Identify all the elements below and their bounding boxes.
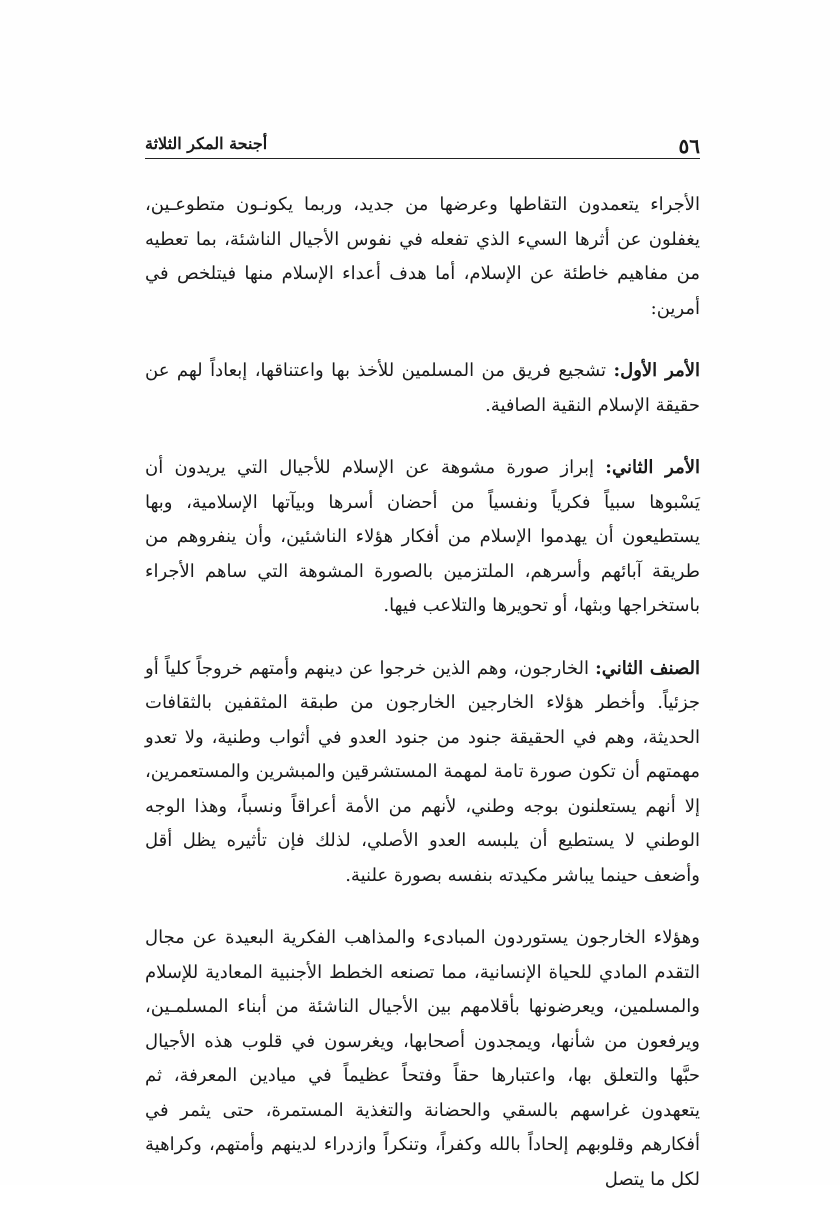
paragraph-text: تشجيع فريق من المسلمين للأخذ بها واعتناقها، إبعاداً لهم عن حقيقة الإسلام النقية الصافية. bbox=[145, 360, 700, 416]
page-header bbox=[145, 128, 700, 159]
running-title: أجنحة المكر الثلاثة bbox=[145, 134, 268, 153]
paragraph-text: وهؤلاء الخارجون يستوردون المبادىء والمذاهب الفكرية البعيدة عن مجال التقدم المادي للحياة الإنسانية، مما تصنعه الخطط الأجنبية المعادية للإسلام والمسلمين، ويعرضونها بأقلامهم بين الأجيال الناشئة من أبناء المسلمـين، ويرفعون من شأنها، ويمجدون أصحابها، ويغرسون في قلوب هذه الأجيال حبَّها والتعلق بها، واعتبارها حقاً وفتحاً عظيماً في ميادين المعرفة، ثم يتعهدون غراسهم بالسقي والحضانة والتغذية المستمرة، حتى يثمر في أفكارهم وقلوبهم إلحاداً بالله وكفراً، وتنكراً وازدراء لدينهم وأمتهم، وكراهية لكل ما يتصل bbox=[145, 927, 700, 1190]
page-number: ٥٦ bbox=[678, 134, 700, 158]
paragraph bbox=[145, 451, 700, 624]
paragraph bbox=[145, 921, 700, 1197]
paragraph-text: الأجراء يتعمدون التقاطها وعرضها من جديد، وربما يكونـون متطوعـين، يغفلون عن أثرها السيء الذي تفعله في نفوس الأجيال الناشئة، بما تعطيه من مفاهيم خاطئة عن الإسلام، أما هدف أعداء الإسلام منها فيتلخص في أمرين: bbox=[145, 194, 700, 319]
paragraph-text: الخارجون، وهم الذين خرجوا عن دينهم وأمتهم خروجاً كلياً أو جزئياً. وأخطر هؤلاء الخارجين الخارجون من طبقة المثقفين بالثقافات الحديثة، وهم في الحقيقة جنود من جنود العدو في أثواب وطنية، ولا تعدو مهمتهم أن تكون صورة تامة لمهمة المستشرقين والمبشرين والمستعمرين، إلا أنهم يستعلنون بوجه وطني، لأنهم من الأمة أعراقاً ونسباً، وهذا الوجه الوطني لا يستطيع أن يلبسه العدو الأصلي، لذلك فإن تأثيره يظل أقل وأضعف حينما يباشر مكيدته بنفسه بصورة علنية. bbox=[145, 657, 700, 886]
paragraph-lead: الأمر الأول: bbox=[613, 360, 700, 381]
paragraph-lead: الصنف الثاني: bbox=[595, 657, 701, 679]
body-text bbox=[145, 188, 700, 1225]
paragraph bbox=[145, 652, 700, 894]
paragraph bbox=[145, 188, 700, 326]
paragraph-text: إبراز صورة مشوهة عن الإسلام للأجيال التي يريدون أن يَسْبوها سبياً فكرياً ونفسياً من أحضان أسرها وبيآتها الإسلامية، وبها يستطيعون أن يهدموا الإسلام من أفكار هؤلاء الناشئين، وأن ينفروهم من طريقة آبائهم وأسرهم، الملتزمين بالصورة المشوهة التي ساهم الأجراء باستخراجها وبثها، أو تحويرها والتلاعب فيها. bbox=[145, 457, 700, 616]
paragraph bbox=[145, 354, 700, 423]
paragraph-lead: الأمر الثاني: bbox=[605, 457, 700, 478]
